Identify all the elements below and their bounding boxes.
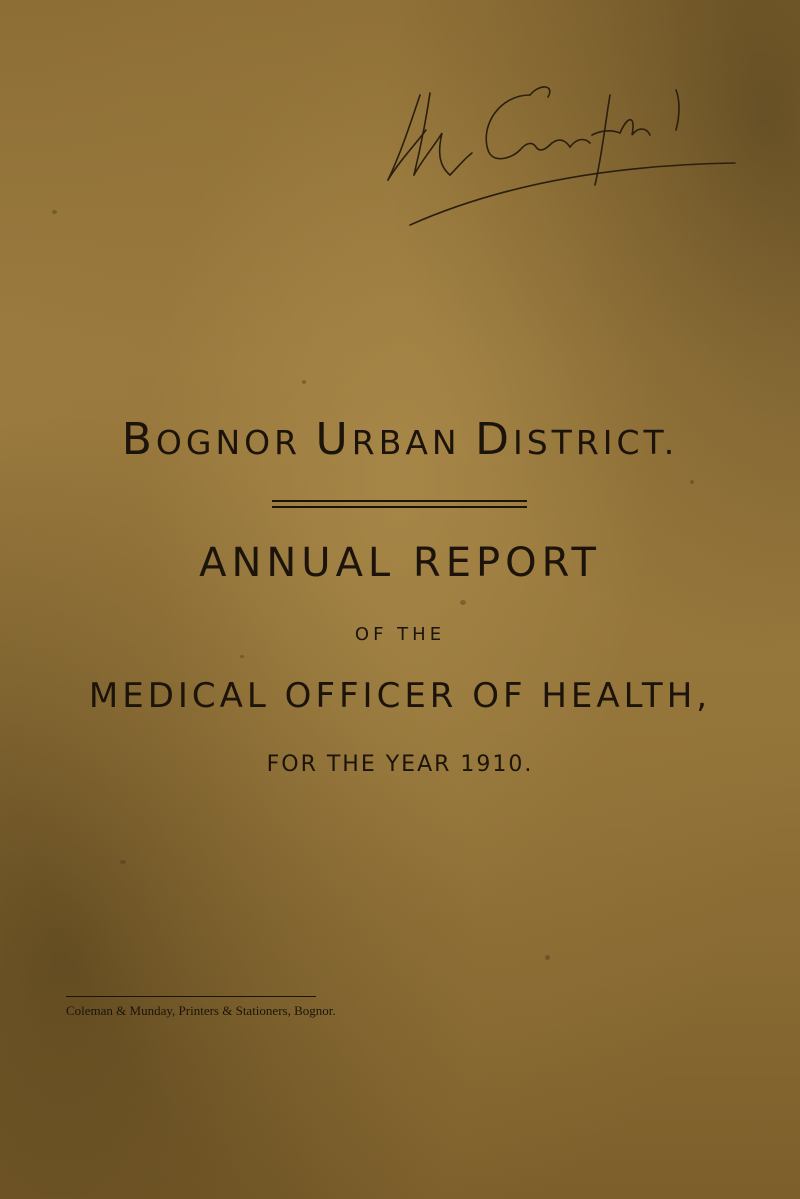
district-heading [0, 414, 800, 465]
paper-speckle [460, 600, 466, 605]
paper-speckle [52, 210, 57, 214]
district-word-rest: RBAN [351, 423, 476, 462]
district-word-rest: OGNOR [155, 423, 316, 462]
year-line: FOR THE YEAR 1910. [266, 752, 534, 777]
district-initial-b: B [121, 414, 156, 465]
officer-title: MEDICAL OFFICER OF HEALTH, [88, 676, 712, 716]
paper-speckle [120, 860, 126, 864]
handwritten-signature [380, 75, 740, 245]
paper-speckle [545, 955, 550, 960]
paper-speckle [240, 655, 244, 658]
of-the-line: OF THE [354, 624, 446, 645]
report-title: ANNUAL REPORT [199, 540, 601, 586]
paper-speckle [302, 380, 306, 384]
district-word-rest: ISTRICT. [512, 423, 679, 462]
district-initial-d: D [475, 414, 513, 465]
imprint-rule [66, 996, 316, 997]
paper-speckle [690, 480, 694, 484]
double-rule-top [272, 500, 527, 502]
printer-imprint: Coleman & Munday, Printers & Stationers, Bognor. [66, 1003, 336, 1018]
district-initial-u: U [315, 414, 352, 465]
double-rule-bottom [272, 506, 527, 508]
